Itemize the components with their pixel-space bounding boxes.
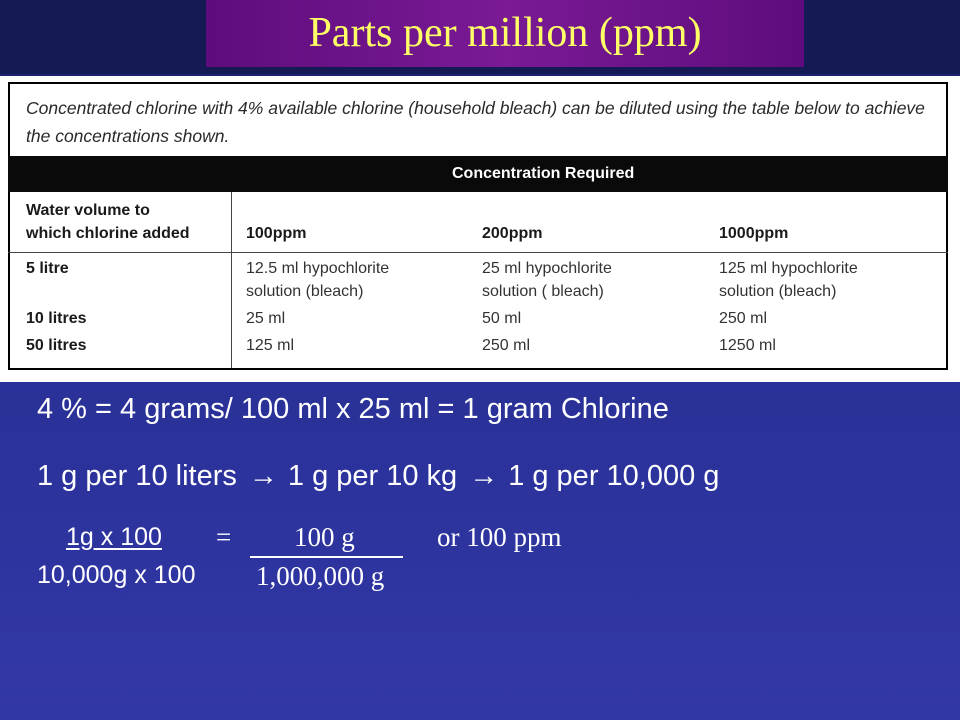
cell-line: solution (bleach) [719, 283, 837, 300]
fraction-bar [250, 556, 403, 558]
row-header-line2: which chlorine added [26, 225, 190, 242]
table-cell [719, 257, 858, 303]
row-label-10-litres: 10 litres [26, 310, 87, 327]
title-box [206, 0, 804, 67]
unit-conversion-line [37, 460, 719, 493]
table-cell [482, 257, 612, 303]
cell-line: solution ( bleach) [482, 283, 604, 300]
table-cell: 25 ml [246, 310, 286, 327]
column-header-200ppm: 200ppm [482, 225, 543, 242]
cell-line: 12.5 ml hypochlorite [246, 260, 390, 277]
table-cell: 250 ml [719, 310, 768, 327]
concentration-header-bar [8, 156, 948, 192]
table-divider-horizontal [8, 252, 948, 253]
ppm-result-text: or 100 ppm [437, 522, 562, 552]
cell-line: 125 ml hypochlorite [719, 260, 858, 277]
slide-title: Parts per million (ppm) [308, 9, 702, 56]
table-cell: 50 ml [482, 310, 522, 327]
conversion-step-2: 1 g per 10 kg [287, 460, 458, 492]
result-numerator: 100 g [294, 522, 355, 552]
concentration-header-label: Concentration Required [452, 165, 635, 182]
conversion-step-3: 1 g per 10,000 g [508, 460, 720, 492]
table-divider-vertical [231, 192, 232, 368]
table-cell: 1250 ml [719, 337, 776, 354]
grams-calculation-line: 4 % = 4 grams/ 100 ml x 25 ml = 1 gram Chlorine [37, 393, 669, 425]
right-arrow-icon: → [248, 460, 278, 492]
table-cell: 125 ml [246, 337, 295, 354]
table-cell: 250 ml [482, 337, 531, 354]
dilution-table-panel [0, 76, 960, 382]
column-header-100ppm: 100ppm [246, 225, 307, 242]
row-label-50-litres: 50 litres [26, 337, 87, 354]
cell-line: solution (bleach) [246, 283, 364, 300]
row-label-5-litre: 5 litre [26, 260, 69, 277]
cell-line: 25 ml hypochlorite [482, 260, 612, 277]
column-header-1000ppm: 1000ppm [719, 225, 789, 242]
row-header-line1: Water volume to [26, 202, 150, 219]
equals-sign: = [216, 522, 232, 552]
table-intro-text: Concentrated chlorine with 4% available chlorine (household bleach) can be diluted using the table below to achieve the concentrations shown. [26, 98, 925, 146]
table-cell [246, 257, 389, 303]
result-denominator: 1,000,000 g [256, 561, 385, 591]
conversion-step-1: 1 g per 10 liters [37, 460, 237, 492]
fraction-denominator: 10,000g x 100 [37, 561, 196, 589]
right-arrow-icon: → [469, 460, 499, 492]
row-header-label [26, 199, 190, 245]
fraction-numerator: 1g x 100 [66, 523, 162, 551]
